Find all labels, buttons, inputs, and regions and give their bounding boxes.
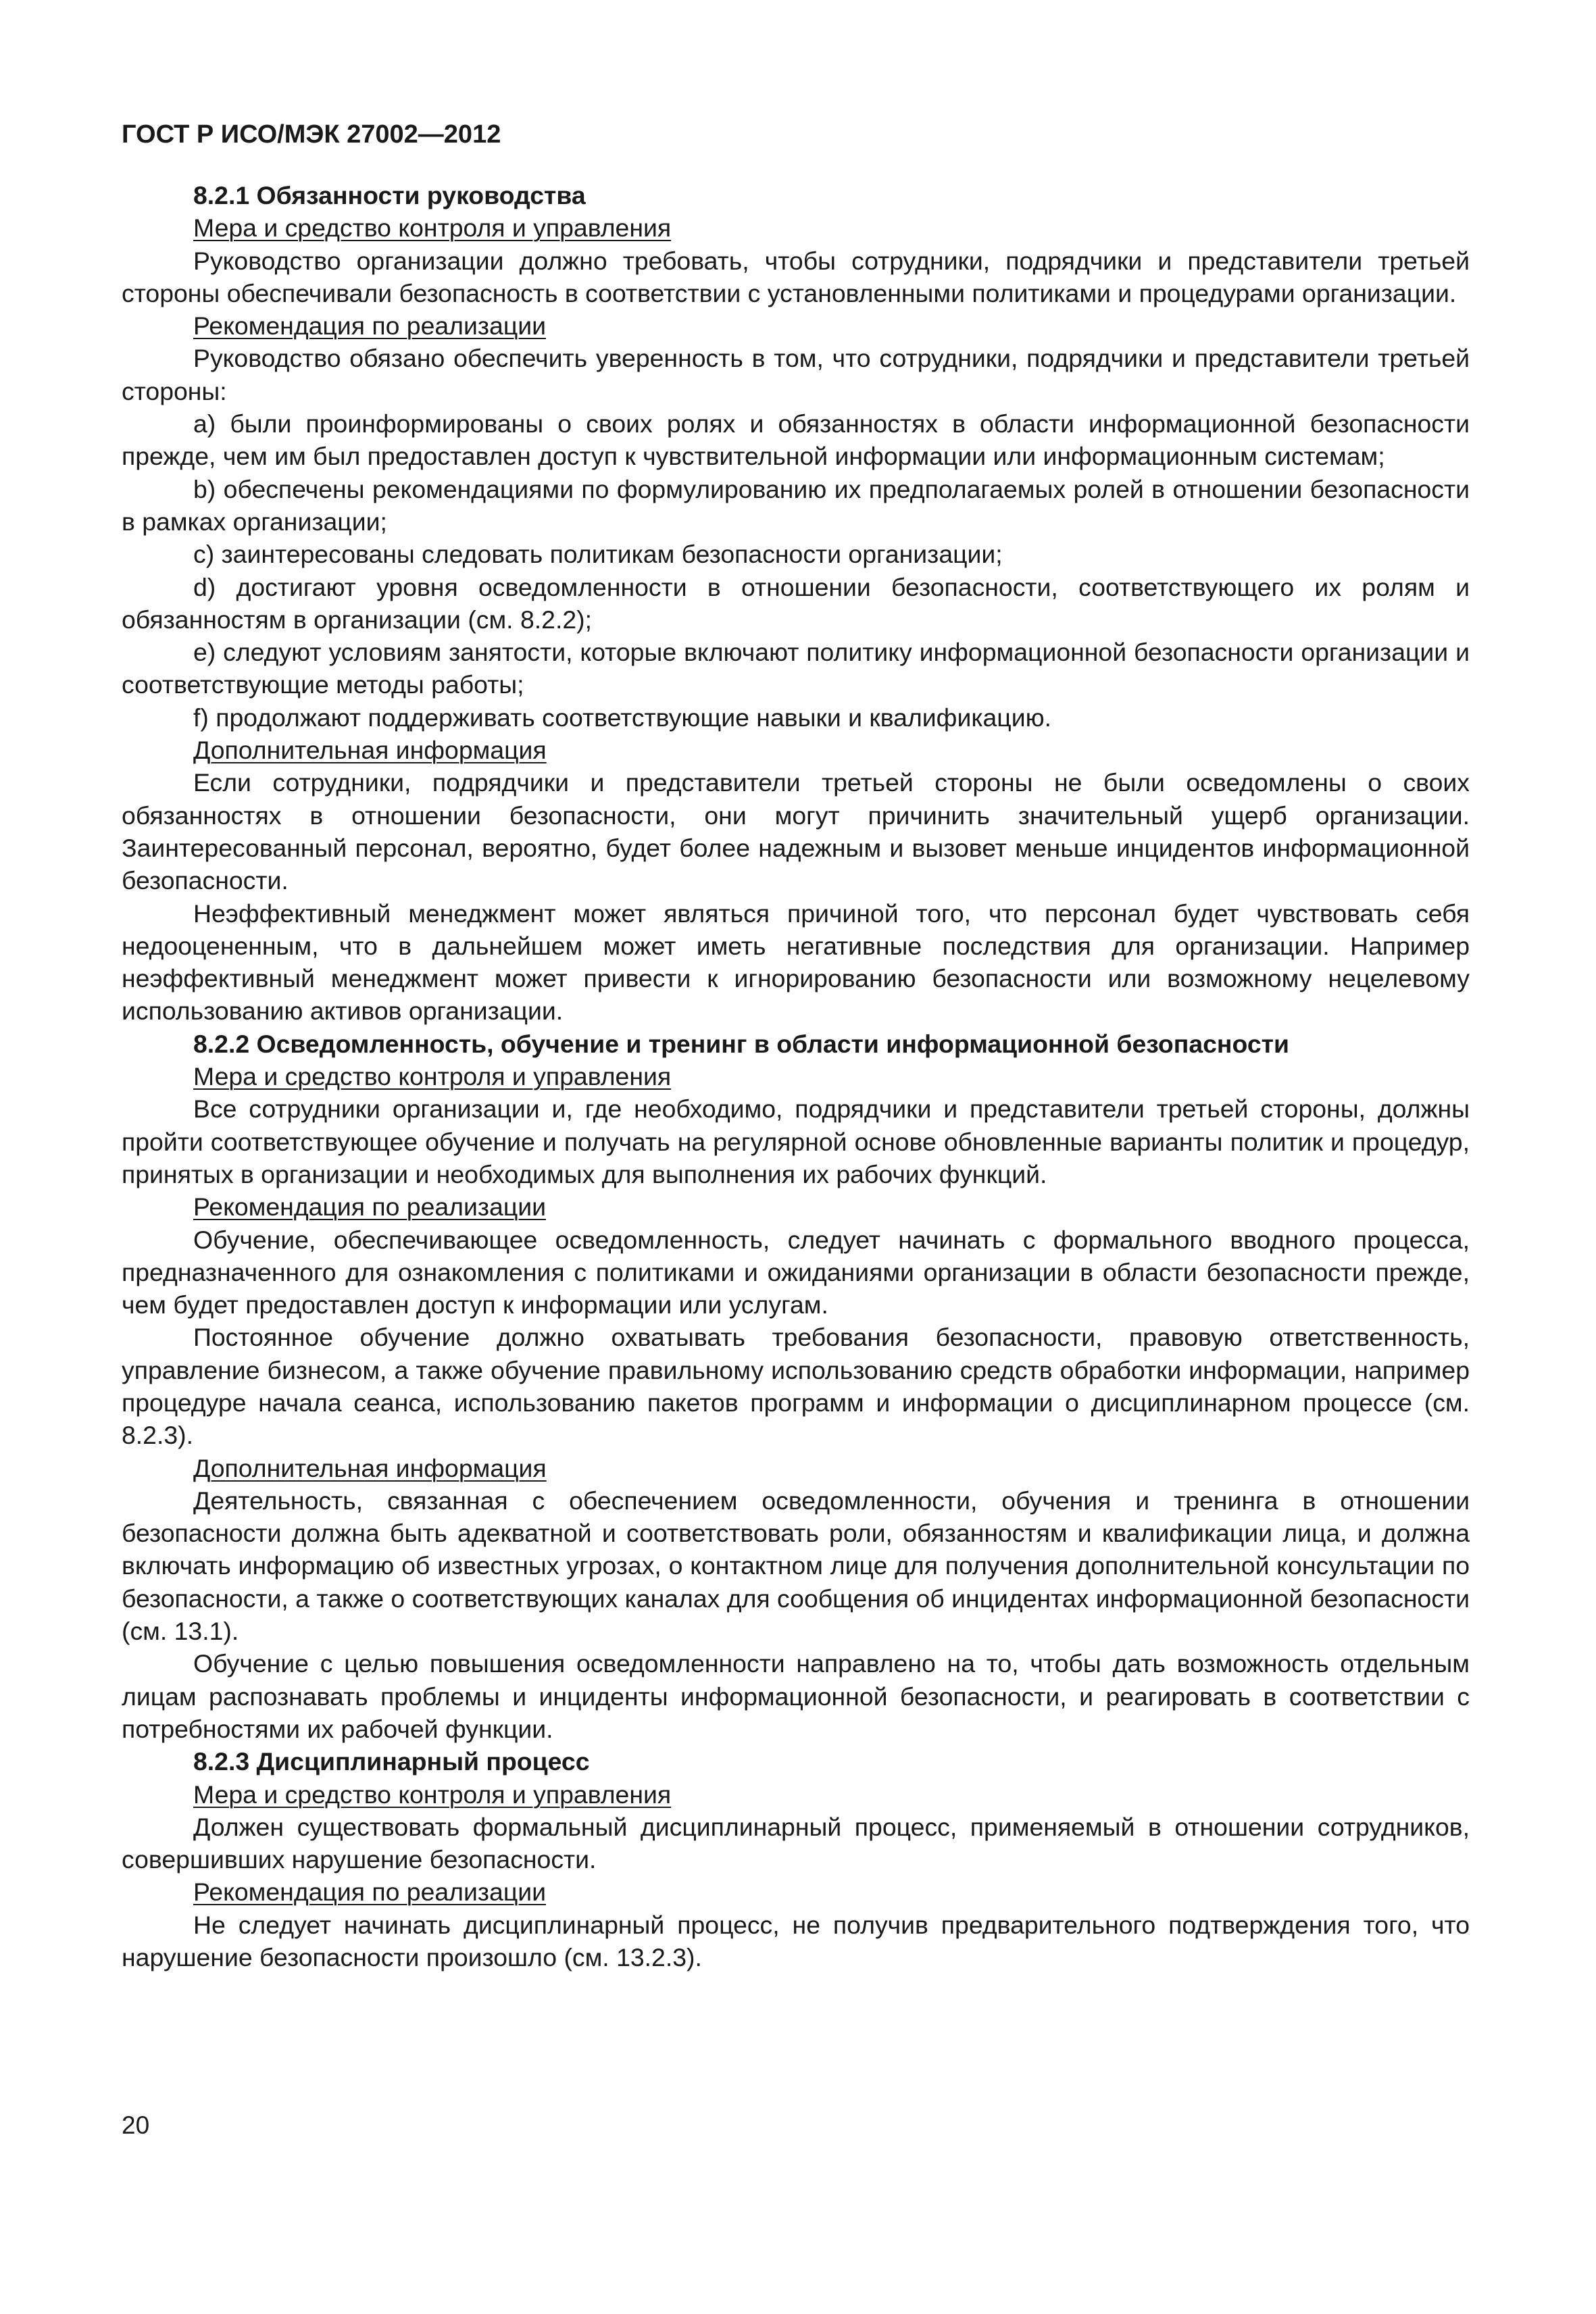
subheading-implementation-guidance: Рекомендация по реализации: [193, 1878, 547, 1907]
paragraph: Не следует начинать дисциплинарный процесс, не получив предварительного подтверждения того, что нарушение безопасности произошло (см. 13.2.3).: [122, 1910, 1470, 1972]
paragraph: Руководство организации должно требовать, чтобы сотрудники, подрядчики и представители третьей стороны обеспечивали безопасность в соответствии с установленными политиками и процедурами организации.: [122, 246, 1470, 307]
list-item: c) заинтересованы следовать политикам безопасности организации;: [193, 540, 1003, 569]
paragraph: Если сотрудники, подрядчики и представители третьей стороны не были осведомлены о своих обязанностях в отношении безопасности, они могут причинить значительный ущерб организации. Заинтересованный персонал, вероятно, будет более надежным и вызовет меньше инцидентов информационной безопасности.: [122, 768, 1470, 895]
subheading-implementation-guidance: Рекомендация по реализации: [193, 311, 547, 341]
subheading-control-measure: Мера и средство контроля и управления: [193, 1780, 672, 1809]
section-heading-8-2-2: 8.2.2 Осведомленность, обучение и тренинг в области информационной безопасности: [193, 1029, 1289, 1058]
subheading-implementation-guidance: Рекомендация по реализации: [193, 1192, 547, 1222]
document-page: [122, 118, 1470, 1973]
subheading-additional-information: Дополнительная информация: [193, 736, 547, 765]
paragraph: Постоянное обучение должно охватывать требования безопасности, правовую ответственность, управление бизнесом, а также обучение правильному использованию средств обработки информации, например процедуре начала сеанса, использованию пакетов программ и информации о дисциплинарном процессе (см. 8.2.3).: [122, 1323, 1470, 1450]
list-item: e) следуют условиям занятости, которые включают политику информационной безопасности организации и соответствующие методы работы;: [122, 638, 1470, 699]
subheading-control-measure: Мера и средство контроля и управления: [193, 213, 672, 243]
paragraph: Руководство обязано обеспечить уверенность в том, что сотрудники, подрядчики и представители третьей стороны:: [122, 344, 1470, 405]
paragraph: Обучение с целью повышения осведомленности направлено на то, чтобы дать возможность отдельным лицам распознавать проблемы и инциденты информационной безопасности, и реагировать в соответствии с потребностями их рабочей функции.: [122, 1649, 1470, 1743]
list-item: f) продолжают поддерживать соответствующие навыки и квалификацию.: [193, 703, 1052, 732]
list-item: a) были проинформированы о своих ролях и обязанностях в области информационной безопасности прежде, чем им был предоставлен доступ к чувствительной информации или информационным системам;: [122, 409, 1470, 471]
subheading-additional-information: Дополнительная информация: [193, 1453, 547, 1482]
list-item: b) обеспечены рекомендациями по формулированию их предполагаемых ролей в отношении безопасности в рамках организации;: [122, 474, 1470, 536]
paragraph: Все сотрудники организации и, где необходимо, подрядчики и представители третьей стороны, должны пройти соответствующее обучение и получать на регулярной основе обновленные варианты политик и процедур, принятых в организации и необходимых для выполнения их рабочих функций.: [122, 1095, 1470, 1188]
paragraph: Деятельность, связанная с обеспечением осведомленности, обучения и тренинга в отношении безопасности должна быть адекватной и соответствовать роли, обязанностям и квалификации лица, и должна включать информацию об известных угрозах, о контактном лице для получения дополнительной консультации по безопасности, а также о соответствующих каналах для сообщения об инцидентах информационной безопасности (см. 13.1).: [122, 1486, 1470, 1646]
section-heading-8-2-1: 8.2.1 Обязанности руководства: [193, 181, 586, 209]
paragraph: Обучение, обеспечивающее осведомленность, следует начинать с формального вводного процесса, предназначенного для ознакомления с политиками и ожиданиями организации в области безопасности прежде, чем будет предоставлен доступ к информации или услугам.: [122, 1225, 1470, 1319]
document-header: ГОСТ Р ИСО/МЭК 27002—2012: [122, 120, 501, 149]
section-heading-8-2-3: 8.2.3 Дисциплинарный процесс: [193, 1747, 590, 1776]
paragraph: Должен существовать формальный дисциплинарный процесс, применяемый в отношении сотрудников, совершивших нарушение безопасности.: [122, 1812, 1470, 1874]
document-body: [122, 179, 1470, 1973]
page-number: 20: [122, 2111, 150, 2139]
paragraph: Неэффективный менеджмент может являться причиной того, что персонал будет чувствовать себя недооцененным, что в дальнейшем может иметь негативные последствия для организации. Например неэффективный менеджмент может привести к игнорированию безопасности или возможному нецелевому использованию активов организации.: [122, 899, 1470, 1026]
list-item: d) достигают уровня осведомленности в отношении безопасности, соответствующего их ролям и обязанностям в организации (см. 8.2.2);: [122, 572, 1470, 634]
subheading-control-measure: Мера и средство контроля и управления: [193, 1062, 672, 1091]
